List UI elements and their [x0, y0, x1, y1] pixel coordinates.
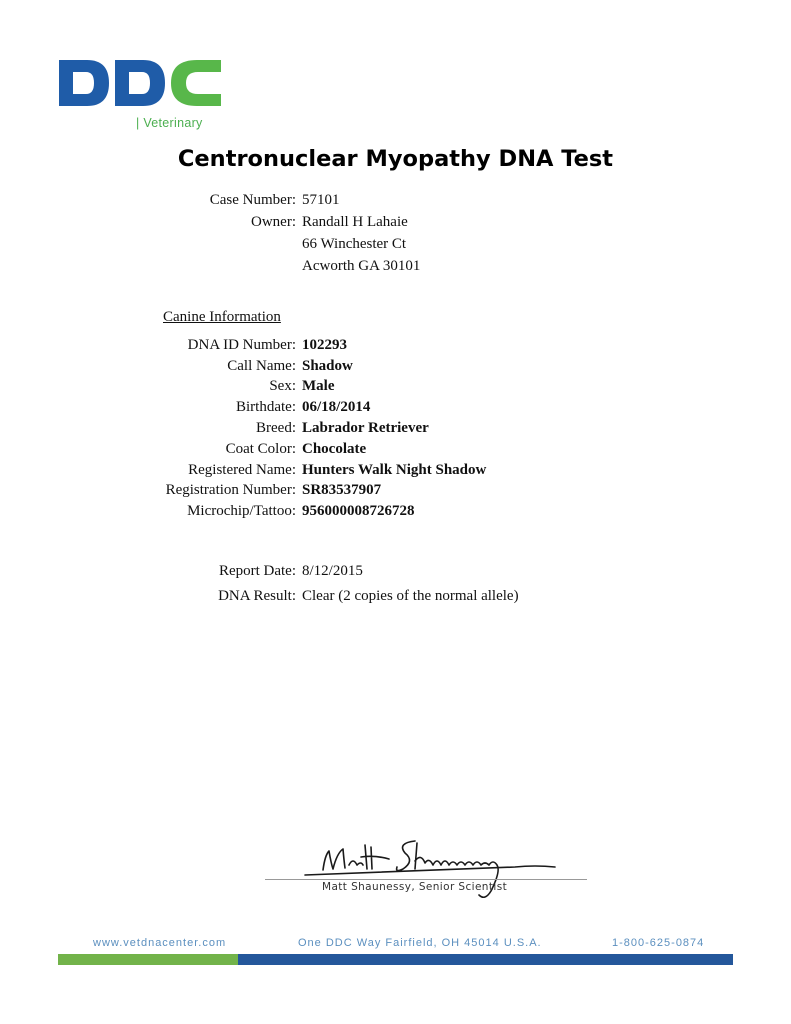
canine-field-label: Sex:	[269, 378, 296, 394]
signature-line	[265, 879, 587, 880]
signature-caption: Matt Shaunessy, Senior Scientist	[322, 881, 508, 893]
owner-label: Owner:	[251, 214, 296, 230]
canine-field-row	[0, 462, 791, 482]
canine-field-row	[0, 482, 791, 502]
canine-field-label: Microchip/Tattoo:	[187, 503, 296, 519]
dna-result-row	[0, 588, 791, 608]
canine-information-heading: Canine Information	[163, 309, 281, 325]
report-date-value: 8/12/2015	[302, 563, 363, 579]
canine-field-label: Birthdate:	[236, 399, 296, 415]
canine-field-row	[0, 503, 791, 523]
canine-field-label: Breed:	[256, 420, 296, 436]
canine-field-value: Shadow	[302, 358, 353, 374]
report-date-row	[0, 563, 791, 583]
canine-field-value: Chocolate	[302, 441, 367, 457]
canine-field-label: DNA ID Number:	[187, 337, 296, 353]
canine-field-value: Male	[302, 378, 335, 394]
canine-field-row	[0, 399, 791, 419]
owner-address-row-1	[0, 236, 791, 256]
dna-result-label: DNA Result:	[218, 588, 296, 604]
owner-row	[0, 214, 791, 234]
canine-field-value: 06/18/2014	[302, 399, 371, 415]
footer-bar-green	[58, 954, 238, 965]
canine-field-value: Hunters Walk Night Shadow	[302, 462, 487, 478]
canine-field-label: Registration Number:	[165, 482, 296, 498]
footer-bar-blue	[238, 954, 733, 965]
canine-field-value: SR83537907	[302, 482, 382, 498]
case-number-value: 57101	[302, 192, 340, 208]
logo-subtitle: | Veterinary	[136, 116, 203, 130]
footer-website: www.vetdnacenter.com	[93, 937, 227, 949]
canine-field-row	[0, 358, 791, 378]
footer-phone: 1-800-625-0874	[612, 937, 705, 949]
report-date-label: Report Date:	[218, 563, 296, 579]
footer-address: One DDC Way Fairfield, OH 45014 U.S.A.	[298, 937, 542, 949]
owner-address-line-1: 66 Winchester Ct	[302, 236, 407, 252]
canine-field-row	[0, 337, 791, 357]
dna-result-value: Clear (2 copies of the normal allele)	[302, 588, 519, 604]
owner-name: Randall H Lahaie	[302, 214, 408, 230]
case-number-row	[0, 192, 791, 212]
case-number-label: Case Number:	[209, 192, 296, 208]
canine-field-label: Call Name:	[227, 358, 296, 374]
canine-field-row	[0, 441, 791, 461]
handwritten-signature	[265, 835, 590, 905]
canine-field-value: 956000008726728	[302, 503, 415, 519]
canine-field-label: Coat Color:	[225, 441, 296, 457]
canine-field-row	[0, 378, 791, 398]
canine-field-row	[0, 420, 791, 440]
document-title: Centronuclear Myopathy DNA Test	[177, 146, 614, 172]
canine-field-value: Labrador Retriever	[302, 420, 429, 436]
canine-field-value: 102293	[302, 337, 347, 353]
owner-address-line-2: Acworth GA 30101	[302, 258, 421, 274]
canine-field-label: Registered Name:	[188, 462, 296, 478]
ddc-logo-mark	[57, 57, 227, 117]
owner-address-row-2	[0, 258, 791, 278]
